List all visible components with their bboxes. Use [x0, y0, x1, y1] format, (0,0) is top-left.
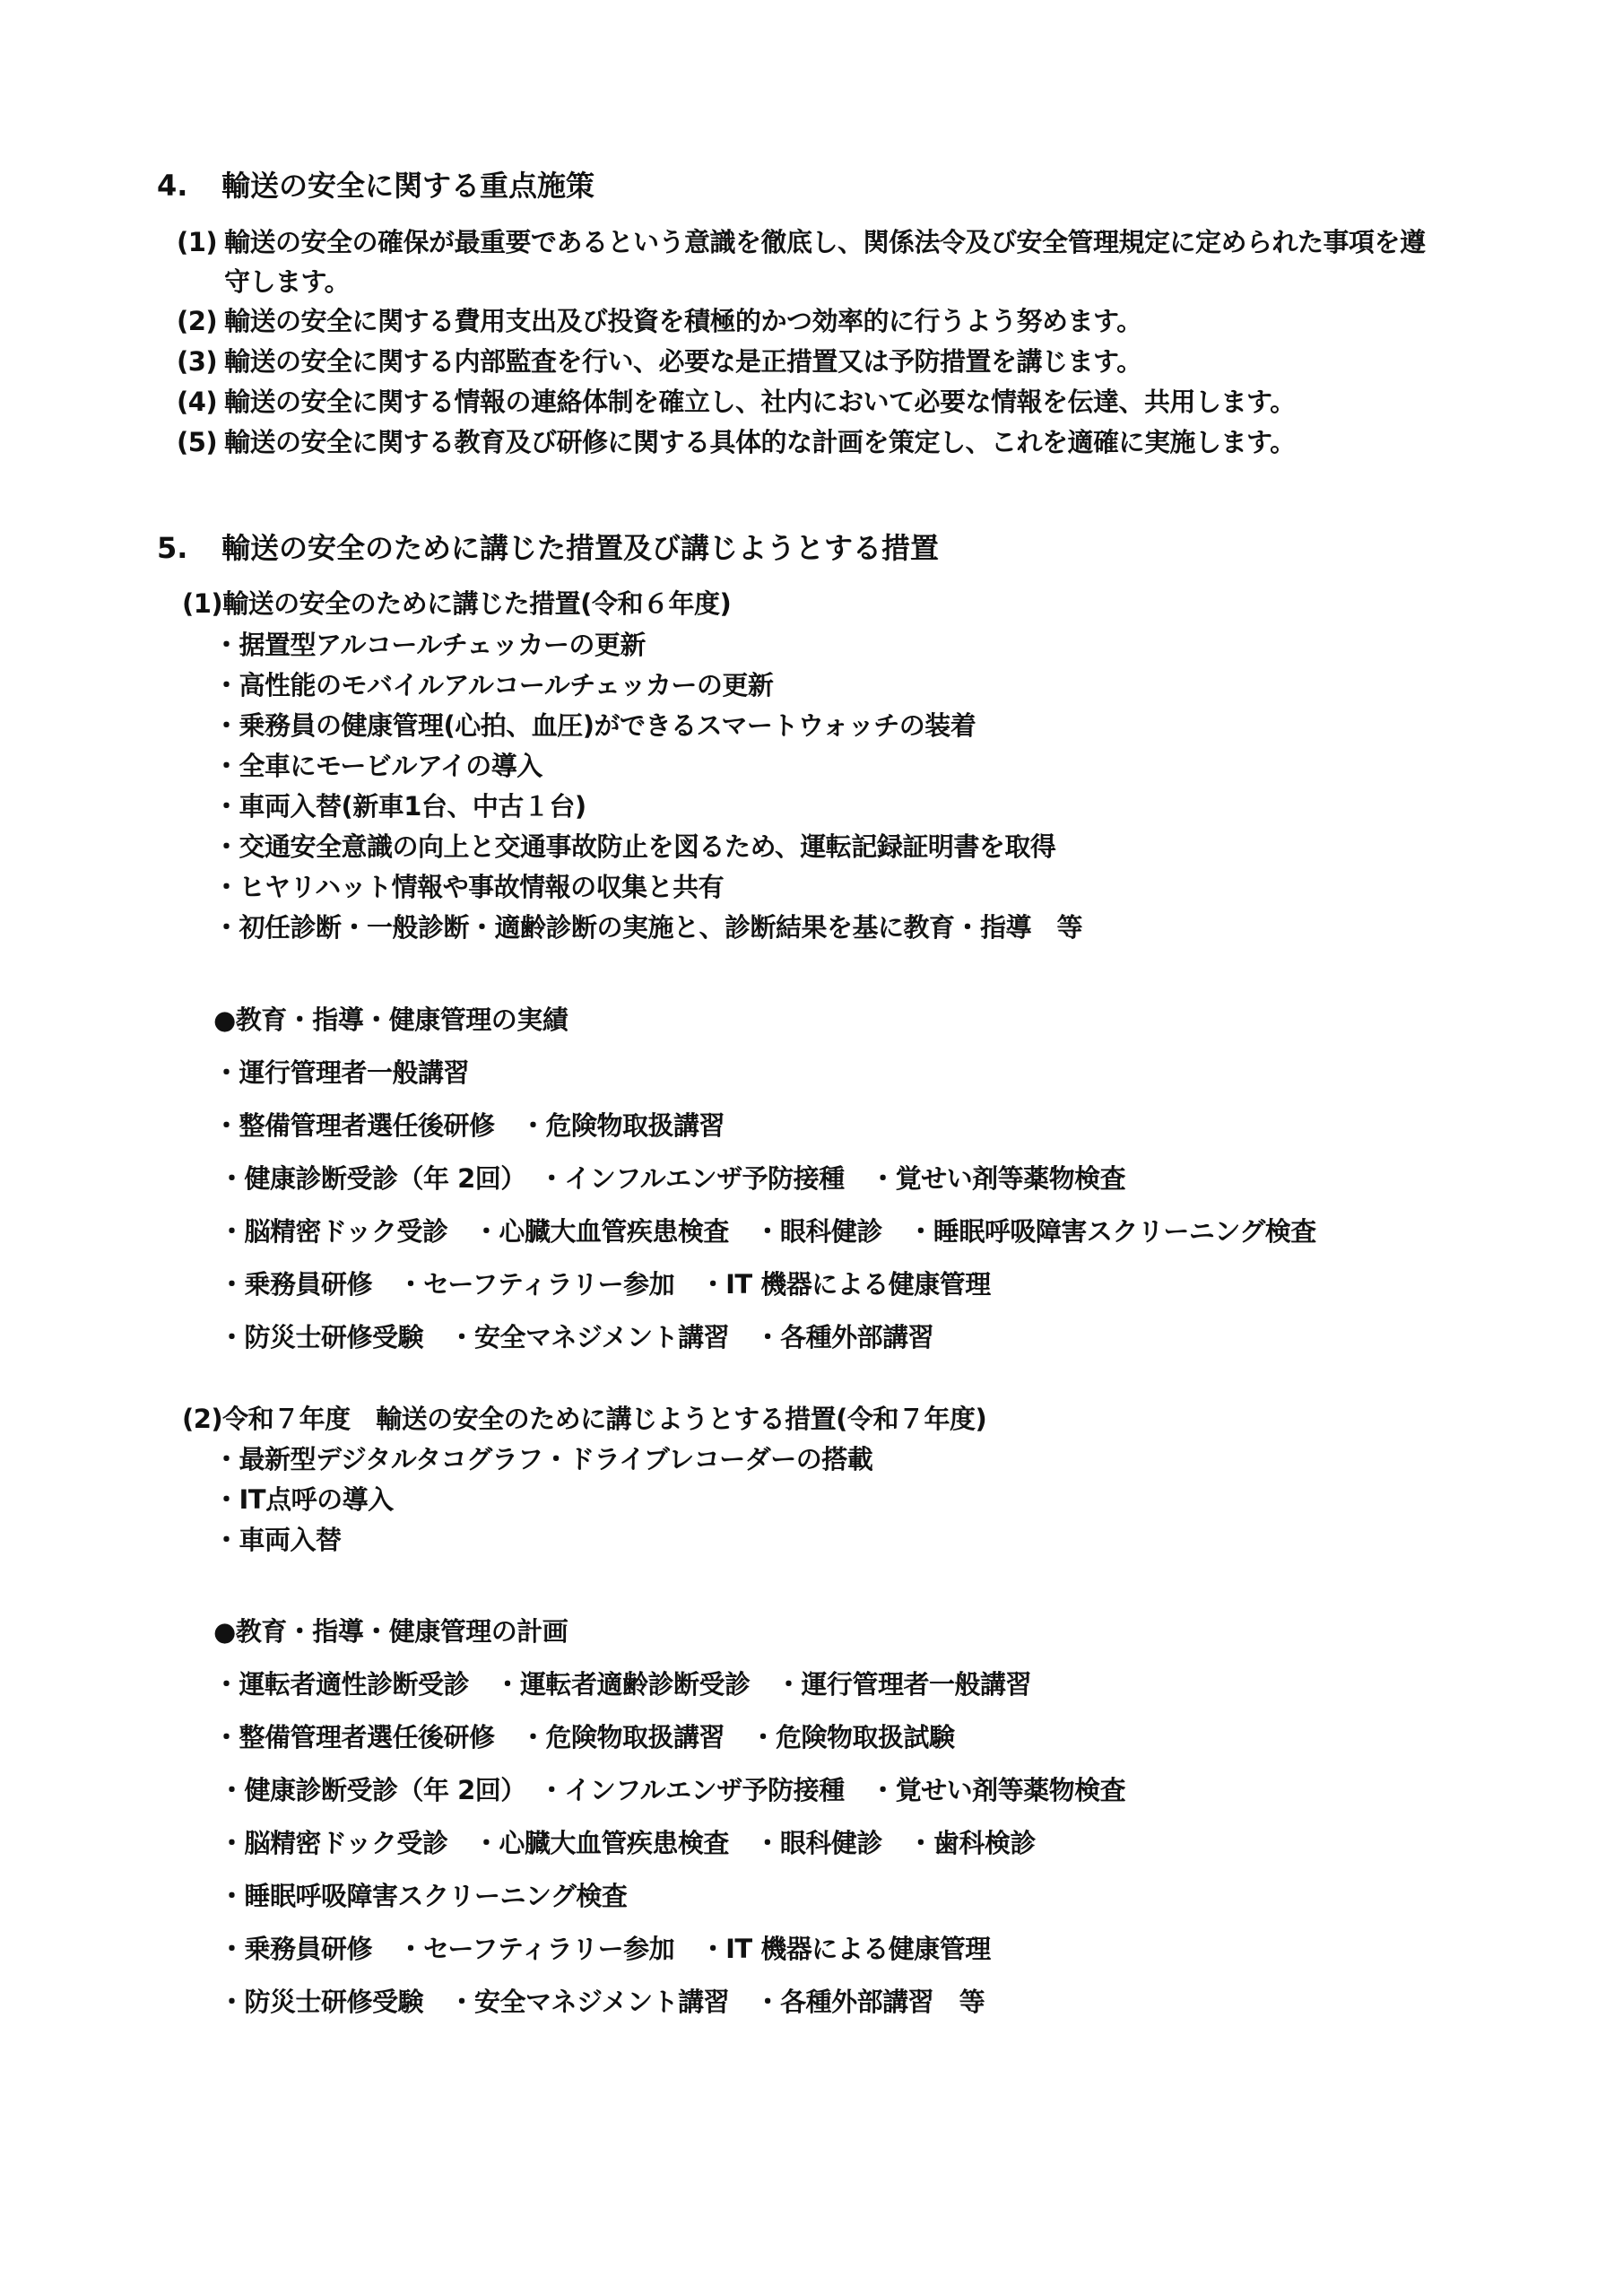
- section-5-number: 5.: [157, 531, 188, 565]
- section-5-title: 輸送の安全のために講じた措置及び講じようとする措置: [221, 531, 940, 565]
- item-label: (1): [177, 227, 218, 257]
- section-4-item-4: [177, 382, 1486, 422]
- item-label: (4): [177, 387, 218, 417]
- plan-measure-item: ・車両入替: [213, 1525, 342, 1555]
- item-label: (3): [177, 346, 218, 377]
- item-text-continued: 守します。: [224, 266, 351, 297]
- measure-item: ・交通安全意識の向上と交通事故防止を図るため、運転記録証明書を取得: [213, 831, 1056, 862]
- item-text: 輸送の安全に関する費用支出及び投資を積極的かつ効率的に行うよう努めます。: [224, 306, 1142, 336]
- item-label: (2): [177, 306, 218, 336]
- plan-measure-item: ・IT点呼の導入: [213, 1484, 394, 1515]
- result-item: ・整備管理者選任後研修 ・危険物取扱講習: [213, 1110, 725, 1141]
- section-4-item-3: [177, 342, 1486, 381]
- measure-item: ・初任診断・一般診断・適齢診断の実施と、診断結果を基に教育・指導 等: [213, 912, 1083, 943]
- section-4-item-2: [177, 301, 1486, 341]
- measure-item: ・車両入替(新車1台、中古１台): [213, 791, 586, 822]
- measure-item: ・乗務員の健康管理(心拍、血圧)ができるスマートウォッチの装着: [213, 710, 976, 741]
- section-4-item-1: [177, 222, 1486, 301]
- result-item: ・防災士研修受験 ・安全マネジメント講習 ・各種外部講習: [219, 1322, 934, 1352]
- item-text: 輸送の安全に関する教育及び研修に関する具体的な計画を策定し、これを適確に実施します。: [224, 427, 1296, 457]
- measure-item: ・全車にモービルアイの導入: [213, 751, 542, 781]
- measure-item: ・ヒヤリハット情報や事故情報の収集と共有: [213, 872, 725, 902]
- result-item: ・運行管理者一般講習: [213, 1057, 470, 1088]
- measure-item: ・据置型アルコールチェッカーの更新: [213, 630, 646, 660]
- section-4-heading: [157, 163, 595, 204]
- plan-heading: ●教育・指導・健康管理の計画: [213, 1616, 568, 1647]
- result-item: ・健康診断受診（年 2回） ・インフルエンザ予防接種 ・覚せい剤等薬物検査: [219, 1163, 1126, 1194]
- result-item: ・脳精密ドック受診 ・心臓大血管疾患検査 ・眼科健診 ・睡眠呼吸障害スクリーニング検査: [219, 1216, 1316, 1247]
- section-5-heading: [157, 526, 939, 567]
- plan-item: ・整備管理者選任後研修 ・危険物取扱講習 ・危険物取扱試験: [213, 1722, 955, 1752]
- item-text: 輸送の安全の確保が最重要であるという意識を徹底し、関係法令及び安全管理規定に定められた事項を遵: [224, 227, 1426, 257]
- subsection-2-heading: (2)令和７年度 輸送の安全のために講じようとする措置(令和７年度): [182, 1404, 987, 1434]
- item-text: 輸送の安全に関する内部監査を行い、必要な是正措置又は予防措置を講じます。: [224, 346, 1142, 377]
- measure-item: ・高性能のモバイルアルコールチェッカーの更新: [213, 670, 774, 700]
- item-text: 輸送の安全に関する情報の連絡体制を確立し、社内において必要な情報を伝達、共用します。: [224, 387, 1296, 417]
- plan-item: ・防災士研修受験 ・安全マネジメント講習 ・各種外部講習 等: [219, 1987, 985, 2017]
- section-4-title: 輸送の安全に関する重点施策: [221, 169, 595, 203]
- section-4-number: 4.: [157, 169, 188, 203]
- result-item: ・乗務員研修 ・セーフティラリー参加 ・IT 機器による健康管理: [219, 1269, 991, 1300]
- plan-measure-item: ・最新型デジタルタコグラフ・ドライブレコーダーの搭載: [213, 1444, 873, 1474]
- results-heading: ●教育・指導・健康管理の実績: [213, 1004, 568, 1035]
- section-4-item-5: [177, 422, 1486, 462]
- plan-item: ・乗務員研修 ・セーフティラリー参加 ・IT 機器による健康管理: [219, 1934, 991, 1964]
- plan-item: ・脳精密ドック受診 ・心臓大血管疾患検査 ・眼科健診 ・歯科検診: [219, 1828, 1036, 1858]
- plan-item: ・運転者適性診断受診 ・運転者適齢診断受診 ・運行管理者一般講習: [213, 1669, 1032, 1700]
- subsection-1-heading: (1)輸送の安全のために講じた措置(令和６年度): [182, 588, 732, 619]
- item-label: (5): [177, 427, 218, 457]
- plan-item: ・健康診断受診（年 2回） ・インフルエンザ予防接種 ・覚せい剤等薬物検査: [219, 1775, 1126, 1805]
- plan-item: ・睡眠呼吸障害スクリーニング検査: [219, 1881, 628, 1911]
